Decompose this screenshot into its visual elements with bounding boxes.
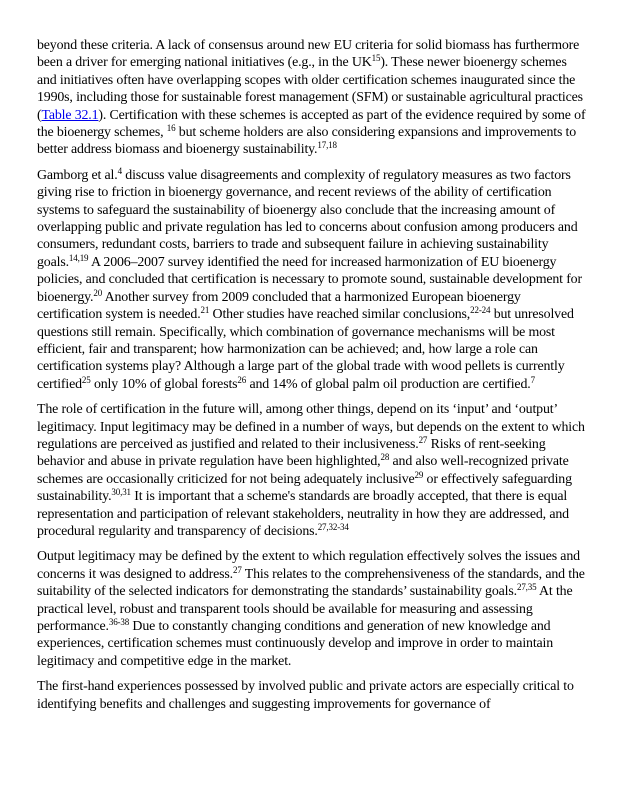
citation-superscript: 21	[200, 305, 210, 316]
citation-superscript: 22-24	[470, 305, 491, 316]
citation-superscript: 27,32-34	[317, 521, 349, 532]
paragraph-3	[37, 401, 587, 540]
citation-superscript: 26	[237, 374, 247, 385]
citation-superscript: 7	[530, 374, 535, 385]
text-run: Another survey from 2009 concluded that a harmonized European bioenergy certification system is needed.	[37, 289, 521, 323]
text-run: but unresolved questions still remain. Specifically, which combination of governance mechanisms will be most efficient, fair and transparent; how harmonization can be achieved; and, how large a role can certification systems play? Although a large part of the global trade with wood pellets is currently certified	[37, 307, 574, 392]
text-run: ). These newer bioenergy schemes and initiatives often have overlapping scopes with older certification schemes inaugurated since the 1990s, including those for sustainable forest management (SFM) or sustainable agricultural practices (	[37, 55, 583, 123]
citation-superscript: 20	[93, 287, 103, 298]
text-run: The role of certification in the future will, among other things, depend on its ‘input’ and ‘output’ legitimacy. Input legitimacy may be defined in a number of ways, but depends on the extent to which regulations are perceived as justified and related to their inclusiveness.	[37, 402, 585, 452]
table-reference-link[interactable]: Table 32.1	[41, 107, 99, 123]
text-run: but scheme holders are also considering expansions and improvements to better address biomass and bioenergy sustainability.	[37, 125, 577, 158]
text-run: At the practical level, robust and transparent tools should be available for measuring and assessing performance.	[37, 584, 573, 634]
citation-superscript: 25	[81, 374, 91, 385]
citation-superscript: 28	[380, 452, 390, 463]
citation-superscript: 36-38	[108, 617, 130, 627]
paragraph-4	[37, 548, 587, 670]
text-run: The first-hand experiences possessed by involved public and private actors are especially critical to identifying benefits and challenges and suggesting improvements for governance of	[37, 679, 574, 712]
citation-superscript: 15	[371, 53, 381, 64]
citation-superscript: 16	[166, 123, 176, 134]
text-run: Risks of rent-seeking behavior and abuse in private regulation have been highlighted,	[37, 436, 546, 470]
paragraph-2	[37, 167, 587, 393]
citation-superscript: 14,19	[68, 252, 89, 263]
text-run: or effectively safeguarding sustainability.	[37, 471, 572, 505]
text-run: discuss value disagreements and complexity of regulatory measures as two factors giving rise to friction in bioenergy governance, and recent reviews of the ability of certification systems to safeguard the sustainability of bioenergy also conclude that the increasing amount of overlapping public and private regulation has led to concerns about confusion among producers and consumers, redundant costs, barriers to trade and subsequent failure in achieving sustainability goals.	[37, 167, 578, 270]
text-run: ). Certification with these schemes is accepted as part of the evidence required by some of the bioenergy schemes,	[37, 107, 586, 141]
citation-superscript: 30,31	[111, 487, 131, 498]
text-run: Other studies have reached similar conclusions,	[209, 307, 471, 323]
paragraph-5	[37, 678, 587, 713]
text-run: Due to constantly changing conditions and generation of new knowledge and experiences, certification schemes must continuously develop and improve in order to maintain legitimacy and competitive edge in the market.	[37, 619, 554, 669]
text-run: only 10% of global forests	[90, 376, 238, 392]
paragraph-1	[37, 37, 587, 159]
text-run: beyond these criteria. A lack of consensus around new EU criteria for solid biomass has furthermore been a driver for emerging national initiatives (e.g., in the UK	[37, 38, 580, 71]
citation-superscript: 27	[232, 564, 242, 575]
body-text	[37, 37, 587, 713]
text-run: It is important that a scheme's standards are broadly accepted, that there is equal representation and participation of relevant stakeholders, neutrality in how they are addressed, and procedural regularity and transparency of decisions.	[37, 489, 569, 539]
text-run: and 14% of global palm oil production are certified.	[246, 376, 531, 392]
citation-superscript: 17,18	[317, 140, 337, 151]
text-run: A 2006–2007 survey identified the need for increased harmonization of EU bioenergy policies, and concluded that certification is necessary to promote sound, sustainable development for bioenergy.	[37, 254, 582, 305]
citation-superscript: 27,35	[516, 582, 537, 593]
text-run: and also well-recognized private schemes are occasionally criticized for not being adequately inclusive	[37, 454, 569, 487]
citation-superscript: 29	[414, 469, 424, 480]
text-run: Output legitimacy may be defined by the extent to which regulation effectively solves the issues and concerns it was designed to address.	[37, 549, 580, 582]
text-run: This relates to the comprehensiveness of the standards, and the suitability of the selected indicators for demonstrating the standards’ sustainability goals.	[37, 566, 585, 600]
text-run: Gamborg et al.	[37, 167, 118, 183]
citation-superscript: 4	[117, 165, 122, 176]
citation-superscript: 27	[418, 434, 428, 445]
